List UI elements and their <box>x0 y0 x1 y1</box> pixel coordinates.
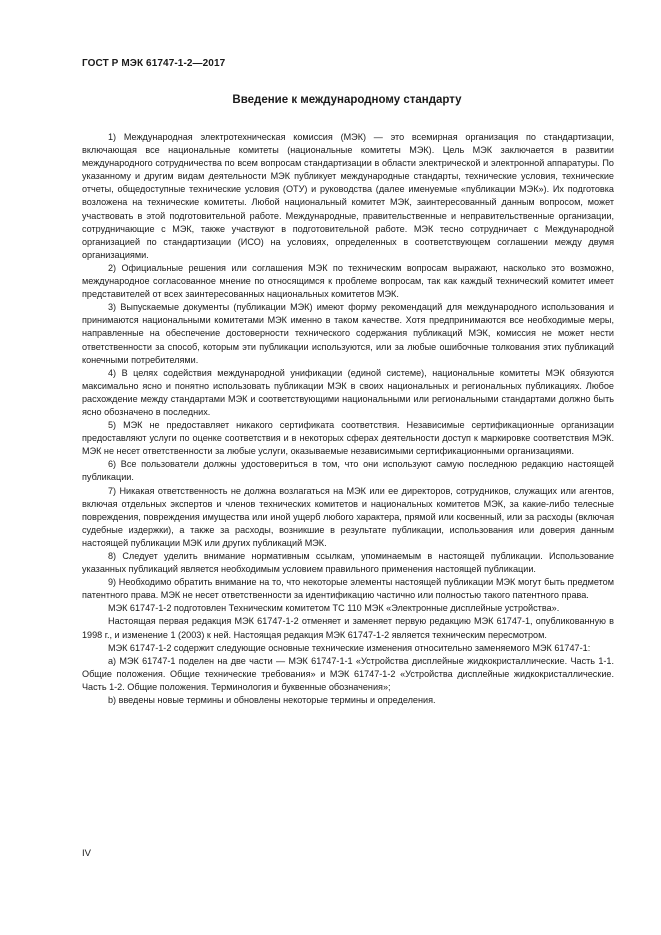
paragraph-2: 2) Официальные решения или соглашения МЭК по техническим вопросам выражают, насколько это возможно, международное согласованное мнение по относящимся к проблеме вопросам, так как каждый технический комитет имеет представителей от всех заинтересованных национальных комитетов МЭК. <box>82 262 614 300</box>
paragraph-5: 5) МЭК не предоставляет никакого сертификата соответствия. Независимые сертификационные организации предоставляют услуги по оценке соответствия и в некоторых сферах деятельности доступ к маркировке соответствия МЭК. МЭК не несет ответственности за любые услуги, оказываемые независимыми сертификационными организациями. <box>82 420 614 457</box>
paragraph-3: 3) Выпускаемые документы (публикации МЭК) имеют форму рекомендаций для международного использования и принимаются национальными комитетами МЭК именно в таком качестве. Хотя предпринимаются все необходимые меры, направленные на обеспечение достоверности технического содержания публикаций МЭК, комиссия не может нести ответственности за способ, которым эти публикации используются, или за любые ошибочные толкования этих публикаций конечными потребителями. <box>82 302 614 365</box>
paragraph-change-b: b) введены новые термины и обновлены некоторые термины и определения. <box>108 695 436 706</box>
paragraph-9: 9) Необходимо обратить внимание на то, что некоторые элементы настоящей публикации МЭК могут быть предметом патентного права. МЭК не несет ответственности за идентификацию частично или полностью такого патентного права. <box>82 577 614 601</box>
paragraph-8: 8) Следует уделить внимание нормативным ссылкам, упоминаемым в настоящей публикации. Использование указанных публикаций является необходимым условием правильного применения настоящей публикации. <box>82 551 614 575</box>
paragraph-1: 1) Международная электротехническая комиссия (МЭК) — это всемирная организация по стандартизации, включающая все национальные комитеты (национальные комитеты МЭК). Цель МЭК заключается в развитии международного сотрудничества по всем вопросам стандартизации в области электрической и электронной аппаратуры. По указанному и другим видам деятельности МЭК публикует международные стандарты, технические условия, технические отчеты, общедоступные технические условия (ОТУ) и руководства (далее именуемые «публикации МЭК»). Их подготовка возложена на технические комитеты. Любой национальный комитет МЭК, заинтересованный данным вопросом, может участвовать в этой подготовительной работе. Международные, правительственные и неправительственные организации, сотрудничающие с МЭК, также участвуют в подготовительной работе. МЭК тесно сотрудничает с Международной организацией по стандартизации (ИСО) на условиях, определенных в соответствующем соглашении между двумя организациями. <box>82 132 614 260</box>
paragraph-7: 7) Никакая ответственность не должна возлагаться на МЭК или ее директоров, сотрудников, служащих или агентов, включая отдельных экспертов и членов технических комитетов и национальных комитетов МЭК, за какие-либо телесные повреждения, повреждения имущества или иной ущерб любого характера, прямой или косвенный, или за расходы (включая судебные издержки), а также за расходы, возникшие в результате публикации, использования или доверия данным настоящей публикации МЭК или других публикаций МЭК. <box>82 485 614 548</box>
section-title: Введение к международному стандарту <box>232 94 462 106</box>
paragraph-changes-intro: МЭК 61747-1-2 содержит следующие основные технические изменения относительно заменяемого МЭК 61747-1: <box>108 642 591 653</box>
paragraph-6: 6) Все пользователи должны удостовериться в том, что они используют самую последнюю редакцию настоящей публикации. <box>82 459 614 483</box>
paragraph-tc-prepared: МЭК 61747-1-2 подготовлен Техническим комитетом ТС 110 МЭК «Электронные дисплейные устройства». <box>108 603 560 614</box>
standard-header: ГОСТ Р МЭК 61747-1-2—2017 <box>82 58 226 69</box>
paragraph-change-a: a) МЭК 61747-1 поделен на две части — МЭК 61747-1-1 «Устройства дисплейные жидкокристаллические. Часть 1-1. Общие положения. Общие технические требования» и МЭК 61747-1-2 «Устройства дисплейные жидкокристаллические. Часть 1-2. Общие положения. Терминология и буквенные обозначения»; <box>82 655 614 692</box>
page-number: IV <box>82 848 91 859</box>
document-body <box>82 131 614 707</box>
paragraph-edition: Настоящая первая редакция МЭК 61747-1-2 отменяет и заменяет первую редакцию МЭК 61747-1, опубликованную в 1998 г., и изменение 1 (2003) к ней. Настоящая редакция МЭК 61747-1-2 является техническим пересмотром. <box>82 616 614 640</box>
paragraph-4: 4) В целях содействия международной унификации (единой системе), национальные комитеты МЭК обязуются максимально ясно и понятно использовать публикации МЭК в своих национальных и региональных публикациях. Любое расхождение между стандартами МЭК и соответствующими национальными или региональными стандартами должно быть ясно обозначено в последних. <box>82 367 614 417</box>
